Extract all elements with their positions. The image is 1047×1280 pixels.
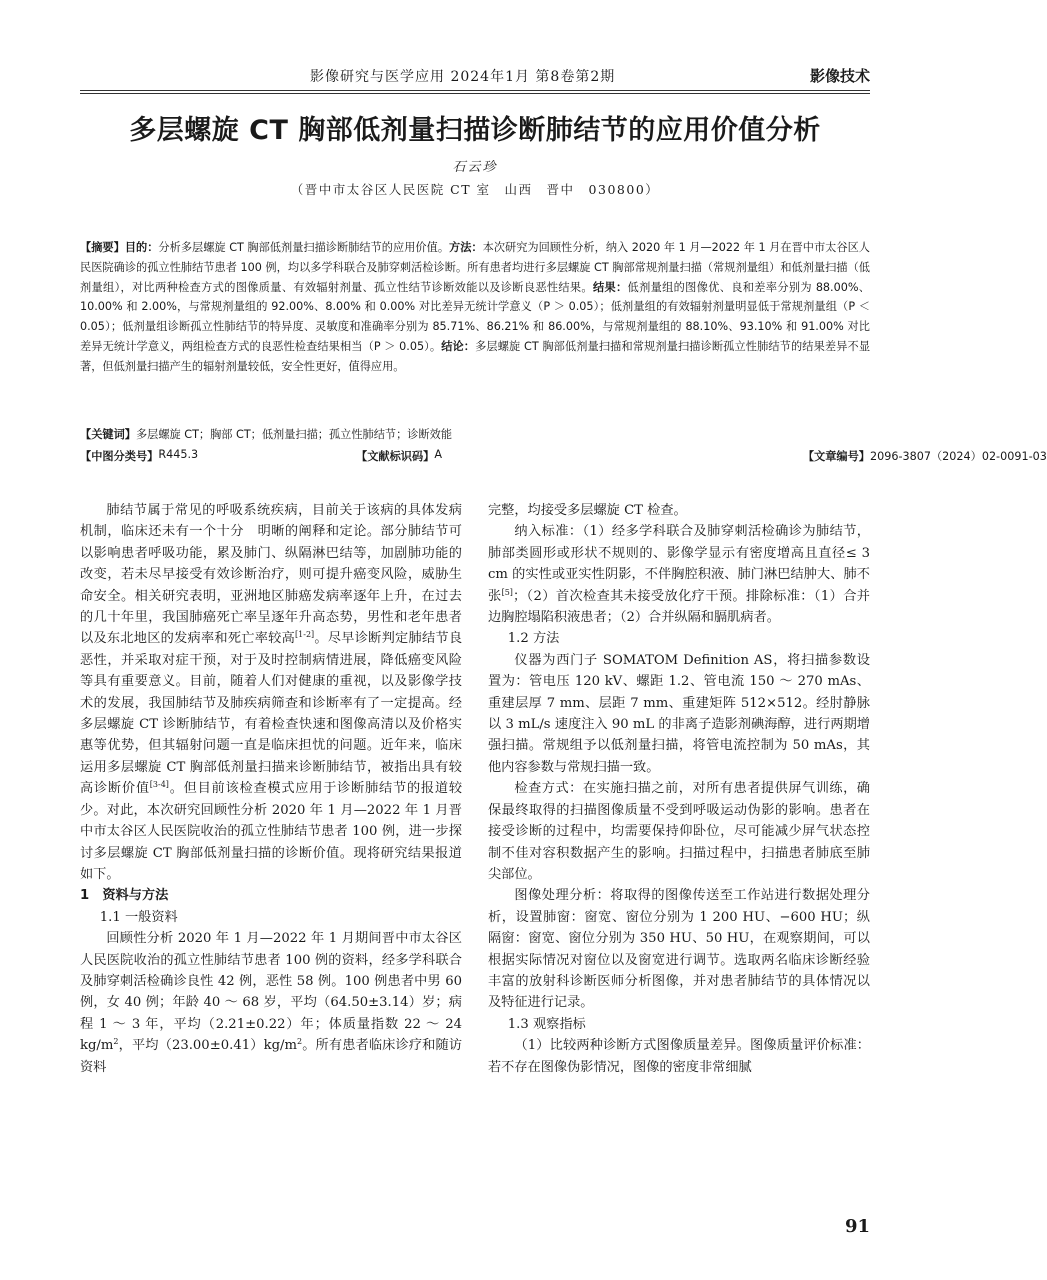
doc-code — [356, 448, 442, 464]
abstract — [80, 238, 870, 377]
method-paragraph: 仪器为西门子 SOMATOM Definition AS，将扫描参数设置为：管电压 120 kV、螺距 1.2、管电流 150 ～ 270 mAs、重建层厚 7 mm、层距 7 mm、重建矩阵 512×512。经肘静脉以 3 mL/s 速度注入 90 mL 的非离子造影剂碘海醇，进行两期增强扫描。常规组予以低剂量扫描，将管电流控制为 50 mAs，其他内容参数与常规扫描一致。 — [488, 652, 870, 775]
subsection-heading-1-2: 1.2 方法 — [507, 631, 560, 647]
observation-paragraph: （1）比较两种诊断方式图像质量差异。图像质量评价标准：若不存在图像伪影情况，图像的密度非常细腻 — [488, 1038, 870, 1075]
general-data-paragraph — [80, 928, 462, 1078]
criteria-text-2: ；（2）首次检查其未接受放化疗干预。排除标准：（1）合并边胸腔塌陷积液患者；（2）合并纵隔和膈肌病者。 — [488, 588, 870, 626]
results-text: 低剂量组的图像优、良和差率分别为 88.00%、10.00% 和 2.00%，与常规剂量组的 92.00%、8.00% 和 0.00% 对比差异无统计学意义（P ＞ 0.05）；低剂量组的有效辐射剂量明显低于常规剂量组（P ＜ 0.05）；低剂量组诊断孤立性肺结节的特异度、灵敏度和准确率分别为 85.71%、86.21% 和 86.00%，与常规剂量组的 88.10%、93.10% 和 91.00% 对比差异无统计学意义，两组检查方式的良恶性检查结果相当（P ＞ 0.05）。 — [80, 280, 870, 353]
header-rule-bottom — [80, 93, 870, 94]
intro-text-2: 。尽早诊断判定肺结节良恶性，并采取对症干预，对于及时控制病情进展，降低癌变风险等具有重要意义。目前，随着人们对健康的重视，以及影像学技术的发展，我国肺结节及肺疾病筛查和诊断率有了一定提高。经多层螺旋 CT 诊断肺结节，有着检查快速和图像高清以及价格实惠等优势，但其辐射问题一直是临床担忧的问题。近年来，临床运用多层螺旋 CT 胸部低剂量扫描来诊断肺结节，被指出具有较高诊断价值 — [80, 631, 463, 797]
author: 石云珍 — [452, 160, 498, 175]
objective-label: 目的： — [124, 241, 159, 254]
page-number: 91 — [844, 1216, 870, 1237]
continuation-paragraph: 完整，均接受多层螺旋 CT 检查。 — [488, 503, 687, 518]
general-data-text-2: ，平均（23.00±0.41）kg/m — [118, 1038, 297, 1054]
abstract-label: 【摘要】 — [80, 241, 125, 254]
general-data-text-3: 。所有患者临床诊疗和随访资料 — [80, 1038, 463, 1075]
article-label: 【文章编号】 — [802, 450, 870, 463]
intro-text-3: 。但目前该检查模式应用于诊断肺结节的报道较少。对此，本次研究回顾性分析 2020 年 1 月—2022 年 1 月晋中市太谷区人民医院收治的孤立性肺结节患者 100 例，进一步探讨多层螺旋 CT 胸部低剂量扫描的诊断价值。现将研究结果报道如下。 — [80, 781, 463, 882]
body-column-left — [80, 500, 462, 1078]
body-column-right — [488, 500, 870, 1078]
conclusion-text: 多层螺旋 CT 胸部低剂量扫描和常规剂量扫描诊断孤立性肺结节的结果差异不显著，但低剂量扫描产生的辐射剂量较低，安全性更好，值得应用。 — [80, 339, 871, 373]
intro-paragraph — [80, 500, 462, 885]
citation-5: [5] — [501, 587, 513, 597]
affiliation: （晋中市太谷区人民医院 CT 室 山西 晋中 030800） — [290, 182, 660, 197]
clc-value: R445.3 — [158, 448, 199, 461]
subsection-heading-1-1: 1.1 一般资料 — [99, 909, 178, 925]
running-header — [80, 64, 870, 90]
clc-number — [80, 448, 199, 464]
objective-text: 分析多层螺旋 CT 胸部低剂量扫描诊断肺结节的应用价值。 — [158, 241, 450, 254]
article-title: 多层螺旋 CT 胸部低剂量扫描诊断肺结节的应用价值分析 — [129, 115, 821, 146]
article-value: 2096-3807（2024）02-0091-03 — [870, 450, 1047, 463]
exam-paragraph: 检查方式：在实施扫描之前，对所有患者提供屏气训练，确保最终取得的扫描图像质量不受到呼吸运动伪影的影响。患者在接受诊断的过程中，均需要保持仰卧位，尽可能减少屏气状态控制不佳对容积数据产生的影响。扫描过程中，扫描患者肺底至肺尖部位。 — [488, 781, 870, 882]
clc-label: 【中图分类号】 — [80, 450, 159, 463]
keywords — [80, 426, 870, 442]
section-label: 影像技术 — [809, 67, 870, 85]
results-label: 结果： — [592, 280, 628, 294]
keywords-text: 多层螺旋 CT；胸部 CT；低剂量扫描；孤立性肺结节；诊断效能 — [135, 428, 453, 441]
subsection-heading-1-3: 1.3 观察指标 — [507, 1016, 586, 1032]
intro-text-1: 肺结节属于常见的呼吸系统疾病，目前关于该病的具体发病机制，临床还未有一个十分 明晰的阐释和定论。部分肺结节可以影响患者呼吸功能，累及肺门、纵隔淋巴结等，加剧肺功能的改变，若未尽早接受有效诊断治疗，则可提升癌变风险，威胁生命安全。相关研究表明，亚洲地区肺癌发病率逐年上升，在过去的几十年里，我国肺癌死亡率呈逐年升高态势，男性和老年患者以及东北地区的发病率和死亡率较高 — [80, 503, 462, 647]
methods-label: 方法： — [449, 241, 483, 254]
image-processing-paragraph: 图像处理分析：将取得的图像传送至工作站进行数据处理分析，设置肺窗：窗宽、窗位分别为 1 200 HU、−600 HU；纵隔窗：窗宽、窗位分别为 350 HU、50 HU，在观察期间，可以根据实际情况对窗位以及窗宽进行调节。选取两名临床诊断经验丰富的放射科诊断医师分析图像，并对患者肺结节的具体情况以及特征进行记录。 — [488, 888, 870, 1011]
doc-label: 【文献标识码】 — [356, 450, 435, 463]
section-heading-1: 1 资料与方法 — [80, 888, 169, 904]
header-rule-top — [80, 90, 870, 91]
citation-3-4: [3-4] — [149, 780, 169, 790]
citation-1-2: [1-2] — [295, 630, 315, 640]
superscript-2a: 2 — [113, 1037, 119, 1047]
criteria-text-1: 纳入标准：（1）经多学科联合及肺穿刺活检确诊为肺结节，肺部类圆形或形状不规则的、影像学显示有密度增高且直径≤ 3 cm 的实性或亚实性阴影，不伴胸腔积液、肺门淋巴结肿大、肺不张 — [488, 524, 870, 604]
methods-text: 本次研究为回顾性分析，纳入 2020 年 1 月—2022 年 1 月在晋中市太谷区人民医院确诊的孤立性肺结节患者 100 例，均以多学科联合及肺穿刺活检诊断。所有患者均进行多层螺旋 CT 胸部常规剂量扫描（常规剂量组）和低剂量扫描（低剂量组），对比两种检查方式的图像质量、有效辐射剂量、孤立性结节诊断效能以及诊断良恶性结果。 — [80, 241, 870, 294]
doc-value: A — [434, 448, 442, 461]
criteria-paragraph — [488, 521, 870, 628]
journal-info: 影像研究与医学应用 2024年1月 第8卷第2期 — [310, 69, 616, 85]
article-number — [802, 448, 1047, 464]
conclusion-label: 结论： — [441, 339, 476, 353]
superscript-2b: 2 — [296, 1037, 303, 1047]
keywords-label: 【关键词】 — [80, 428, 136, 441]
classification-line — [80, 448, 1047, 466]
general-data-text-1: 回顾性分析 2020 年 1 月—2022 年 1 月期间晋中市太谷区人民医院收治的孤立性肺结节患者 100 例的资料，经多学科联合及肺穿刺活检确诊良性 42 例，恶性 58 例。100 例患者中男 60 例，女 40 例；年龄 40 ～ 68 岁，平均（64.50±3.14）岁；病程 1 ～ 3 年，平均（2.21±0.22）年；体质量指数 22 ～ 24 kg/m — [80, 931, 462, 1054]
